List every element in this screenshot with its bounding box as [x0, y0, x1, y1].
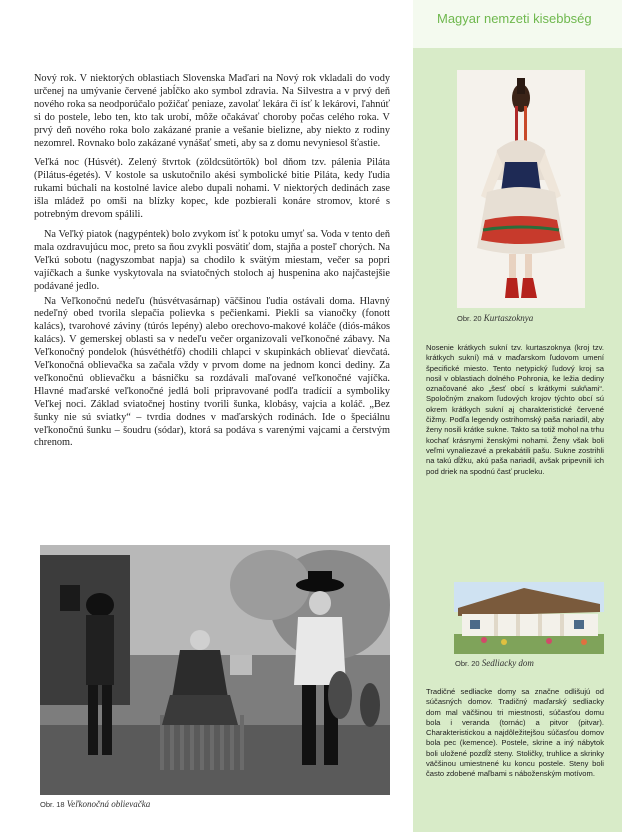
- caption-number: Obr. 20: [457, 314, 482, 323]
- main-text-column: [34, 73, 390, 452]
- sidebar-title: Magyar nemzeti kisebbség: [437, 11, 592, 26]
- caption-kurtaszoknya: [457, 313, 587, 323]
- paragraph-new-year: Nový rok. V niektorých oblastiach Slovenska Maďari na Nový rok vkladali do vody určenej na umývanie červené jabĺčko ako symbol zdravia. Na Silvestra a v prvý deň nového roka sa neodporúčalo požičať peniaze, zavolať lekára či ísť k lekárovi, ľahnúť si do postele, lebo ten, kto tak urobí, môže očakávať choroby počas celého roka. V prvý deň nového roka bolo zakázané pranie a vešanie bielizne, aby niekto z rodiny nezomrel. Rovnako bolo zakázané vynášať smeti, aby sa z domu nevyniesol šťastie.: [34, 73, 390, 149]
- caption-title: Veľkonočná oblievačka: [66, 799, 151, 809]
- photo-sedliacky-dom: [454, 582, 604, 654]
- sidebar-text-kurtaszoknya: Nosenie krátkych sukní tzv. kurtaszoknya (kroj tzv. krátkych sukní) má v maďarskom ľudovom umení špecifické miesto. Tento netypický ľudový kroj sa nosil v oblastiach dolného Pohronia, ke ležia dediny označované ako „šesť obcí s krátkymi sukňami“. Spoločným znakom ľudových krojov týchto obcí sú okrem krátkych sukní aj charakteristické červené čižmy. Podľa legendy ostrihomský paša nariadil, aby ženy nosili krátke sukne. Takto sa totiž mohol na trhu kochať krásnymi ženskými nohami. Ženy však boli veľmi vynaliezavé a prekabátili pašu. Sukne zostrihli na takú dĺžku, akú paša nariadil, avšak pripevnili ich pod driek na spodnú časť prucleku.: [426, 343, 604, 476]
- caption-velkonocna-oblievacka: [40, 799, 340, 809]
- photo-velkonocna-oblievacka: [40, 545, 390, 795]
- caption-number: Obr. 20: [455, 659, 480, 668]
- paragraph-easter: Veľká noc (Húsvét). Zelený štvrtok (zöldcsütörtök) bol dňom tzv. pálenia Piláta (Pilátus-égetés). V kostole sa uskutočnilo akési symbolické bitie Piláta, kedy ľudia rukami búchali na kostolné lavice alebo dupali nohami. V niektorých dedinách zase išla mládež po omši na blízky kopec, kde pozbierali konáre stromov, ktoré s potrebným drevom spálili.: [34, 157, 390, 221]
- caption-title: Sedliacky dom: [481, 658, 534, 668]
- caption-number: Obr. 18: [40, 800, 65, 809]
- caption-sedliacky-dom: [455, 658, 605, 668]
- photo-kurtaszoknya: [457, 70, 585, 308]
- sidebar-text-sedliacky-dom: Tradičné sedliacke domy sa značne odlišujú od súčasných domov. Tradičný maďarský sedliacky dom mal väčšinou tri miestnosti, súčasťou domu bola i veranda (tornác) a pitvor (pitvar). Charakteristickou a najdôležitejšou súčasťou domov bola pec (kemence). Postele, skrine a iný nábytok boli uložené pozdĺž steny. Stoličky, truhlice a skrinky väčšinou umiestnené ku koncu postele. Steny boli často zdobené maľbami s náboženským motívom.: [426, 687, 604, 779]
- paragraph-good-friday: Na Veľký piatok (nagypéntek) bolo zvykom ísť k potoku umyť sa. Voda v tento deň mala ozdravujúcu moc, preto sa ňou zvykli posvätiť dom, stajňa a posteľ chorých. Na Veľkú sobotu (nagyszombat napja) sa chodilo k svätým miestam, večer sa popri vajíčkach a šunke vyskytovala na sviatočných stoloch aj huspenina ako najčastejšie podávané jedlo.: [34, 228, 390, 292]
- paragraph-easter-sunday: Na Veľkonočnú nedeľu (húsvétvasárnap) väčšinou ľudia ostávali doma. Hlavný nedeľný obed tvorila slepačia polievka s pečienkami. Piekli sa vianočky (fonott kalács), tvarohové záviny (túrós lepény) alebo orechovo-makové koláče (diós-mákos kalács). V gemerskej oblasti sa v nedeľu večer organizovali veľkonočné zábavy. Na Veľkonočný pondelok (húsvéthétfő) chodili chlapci v skupinkách oblievať dievčatá. Veľkonočná oblievačka sa začala vždy v prvom dome na jednom konci dediny. Za veľkonočnú oblievačku a básničku sa rozdávali maľované veľkonočné vajíčka. Hlavné maďarské veľkonočné jedlá boli pripravované podľa tradícií a symboliky Veľkej noci. Základ sviatočnej hostiny tvorili šunka, klobásy, vajcia a koláč. „Bez šunky nie sú sviatky“ – tvrdia dodnes v maďarských rodinách. Ide o špeciálnu veľkonočnú šunku – šoudru (sódar), ktorá sa podáva s varenými vajcami a čerstvým chrenom.: [34, 295, 390, 449]
- caption-title: Kurtaszoknya: [483, 313, 534, 323]
